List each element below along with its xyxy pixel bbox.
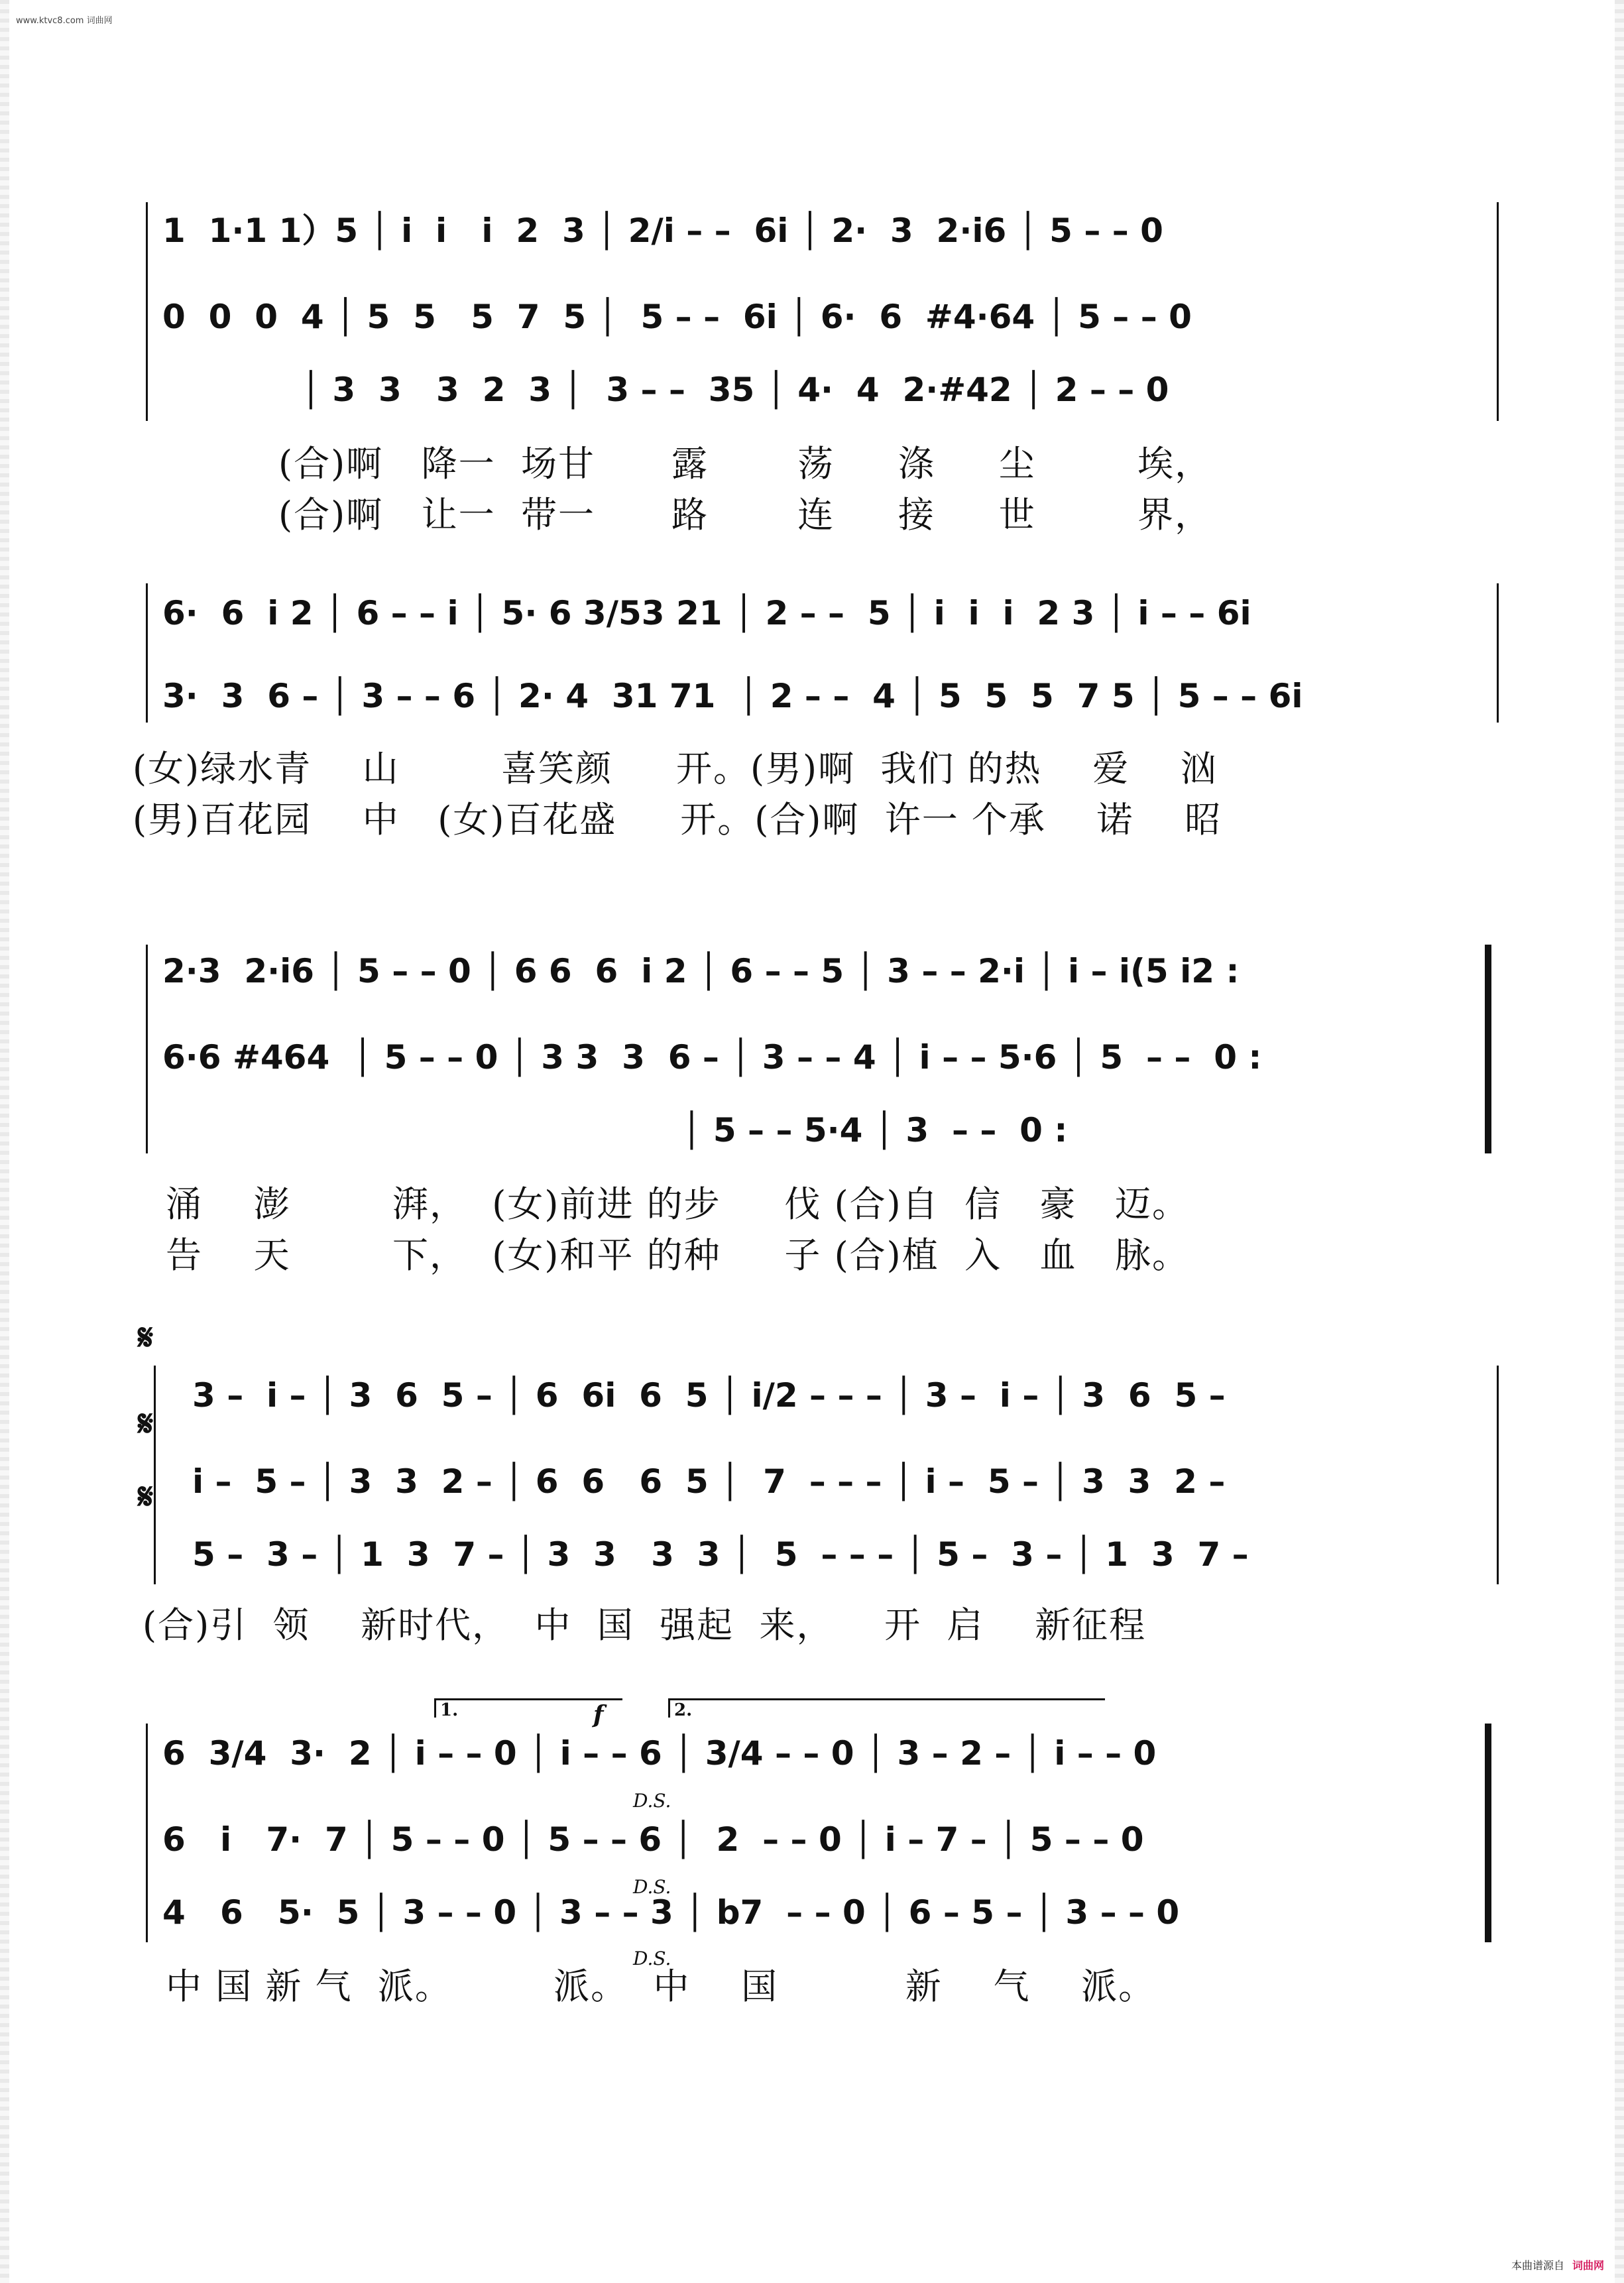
site-header: www.ktvc8.com 词曲网 (16, 16, 113, 26)
system-4-start-bar (154, 1366, 156, 1584)
footer-brand[interactable]: 词曲网 (1572, 2259, 1604, 2272)
segno-mark-2: 𝄋 (138, 1402, 154, 1444)
system-1-row-3: │ 3 3 3 2 3 │ 3 – – 35 │ 4· 4 2·#42 │ 2 – – 0 (162, 371, 1169, 409)
system-5-row-1: 6 3/4 3· 2 │ i – – 0 │ i – – 6 │ 3/4 – – 0 │ 3 – 2 – │ i – – 0 (162, 1734, 1157, 1773)
system-1-row-2: 0 0 0 4 │ 5 5 5 7 5 │ 5 – – 6i │ 6· 6 #4·64 │ 5 – – 0 (162, 298, 1192, 336)
right-border (1615, 0, 1624, 2283)
system-3-row-1: 2·3 2·i6 │ 5 – – 0 │ 6 6 6 i 2 │ 6 – – 5 │ 3 – – 2·i │ i – i(5 i2 : (162, 952, 1240, 990)
system-1-row-1: 1 1·1 1）5 │ i i i 2 3 │ 2/i – – 6i │ 2· 3 2·i6 │ 5 – – 0 (162, 211, 1163, 250)
ds-mark-3: D.S. (633, 1948, 671, 1969)
system-1-end-bar (1497, 202, 1499, 421)
footer-source: 本曲谱源自 (1511, 2259, 1564, 2272)
segno-mark-3: 𝄋 (138, 1475, 154, 1517)
system-2-row-1: 6· 6 i 2 │ 6 – – i │ 5· 6 3/53 21 │ 2 – – 5 │ i i i 2 3 │ i – – 6i (162, 594, 1251, 632)
system-1-lyric-2: (合)啊 让一 带一 路 连 接 世 界， (278, 494, 1212, 536)
system-3-lyric-1: 涌 澎 湃， (女)前进 的步 伐 (合)自 信 豪 迈。 (166, 1183, 1190, 1225)
system-5-row-2: 6 i 7· 7 │ 5 – – 0 │ 5 – – 6 │ 2 – – 0 │ i – 7 – │ 5 – – 0 (162, 1820, 1144, 1859)
page-footer (1511, 2257, 1604, 2272)
system-1-start-bar (146, 202, 148, 421)
dynamic-forte: f (593, 1701, 604, 1729)
segno-mark-1: 𝄋 (138, 1316, 154, 1358)
system-5-lyric-1: 中 国 新 气 派。 派。 中 国 新 气 派。 (166, 1965, 1156, 2007)
system-4-row-3: 5 – 3 – │ 1 3 7 – │ 3 3 3 3 │ 5 – – – │ 5 – 3 – │ 1 3 7 – (192, 1535, 1249, 1574)
system-2-lyric-2: (男)百花园 中 (女)百花盛 开。(合)啊 许一 个承 诺 昭 (133, 799, 1222, 841)
system-5-row-3: 4 6 5· 5 │ 3 – – 0 │ 3 – – 3 │ b7 – – 0 │ 6 – 5 – │ 3 – – 0 (162, 1893, 1180, 1932)
volta-1-bracket: 1. (434, 1698, 622, 1718)
system-3-lyric-2: 告 天 下， (女)和平 的种 子 (合)植 入 血 脉。 (166, 1234, 1190, 1276)
system-3-row-2: 6·6 #464 │ 5 – – 0 │ 3 3 3 6 – │ 3 – – 4 │ i – – 5·6 │ 5 – – 0 : (162, 1038, 1262, 1077)
system-4-row-1: 3 – i – │ 3 6 5 – │ 6 6i 6 5 │ i/2 – – – │ 3 – i – │ 3 6 5 – (192, 1376, 1226, 1415)
system-2-row-2: 3· 3 6 – │ 3 – – 6 │ 2· 4 31 71 │ 2 – – 4 │ 5 5 5 7 5 │ 5 – – 6i (162, 677, 1303, 715)
system-4-row-2: i – 5 – │ 3 3 2 – │ 6 6 6 5 │ 7 – – – │ i – 5 – │ 3 3 2 – (192, 1462, 1226, 1501)
volta-2-bracket: 2. (668, 1698, 1105, 1718)
system-2-lyric-1: (女)绿水青 山 喜笑颜 开。(男)啊 我们 的热 爱 汹 (133, 748, 1218, 790)
left-border (0, 0, 9, 2283)
system-3-row-3: │ 5 – – 5·4 │ 3 – – 0 : (162, 1111, 1068, 1149)
system-5-start-bar (146, 1724, 148, 1942)
system-3-start-bar (146, 945, 148, 1153)
system-4-end-bar (1497, 1366, 1499, 1584)
final-barline (1485, 1724, 1491, 1942)
ds-mark-2: D.S. (633, 1876, 671, 1898)
system-2-end-bar (1497, 583, 1499, 723)
ds-mark-1: D.S. (633, 1790, 671, 1812)
repeat-end-barline (1485, 945, 1491, 1153)
system-2-start-bar (146, 583, 148, 723)
system-4-lyric-1: (合)引 领 新时代， 中 国 强起 来， 开 启 新征程 (143, 1604, 1147, 1646)
system-1-lyric-1: (合)啊 降一 场甘 露 荡 涤 尘 埃， (278, 443, 1212, 485)
